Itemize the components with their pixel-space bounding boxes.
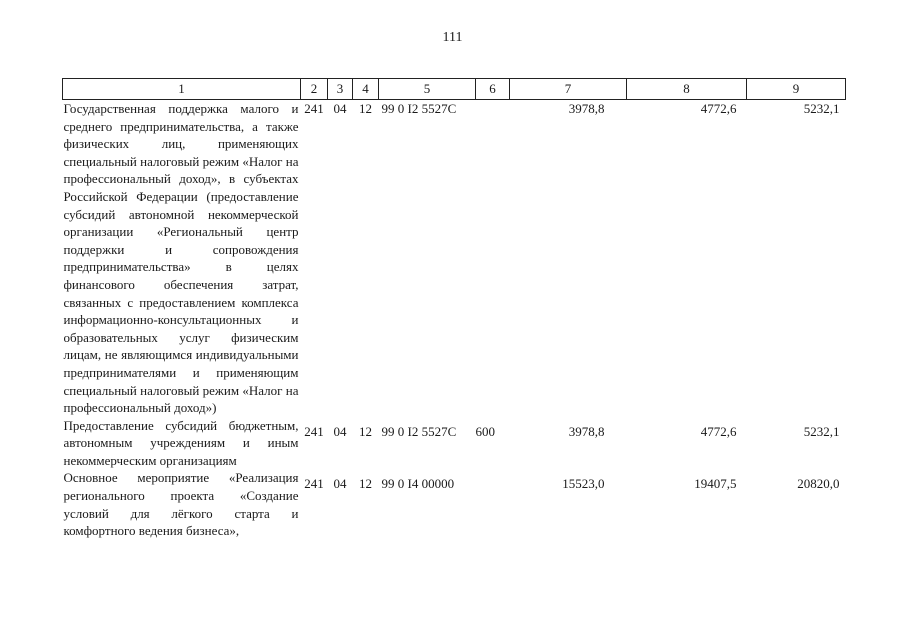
- row-col-5: 99 0 I2 5527C: [381, 423, 457, 439]
- row-col-5: 99 0 I2 5527C: [381, 101, 457, 116]
- header-col-6: 6: [476, 79, 510, 100]
- header-col-2: 2: [301, 79, 328, 100]
- row-name: Государственная поддержка малого и среднего предпринимательства, а также физических лиц, применяющих специальный налоговый режим «Налог на профессиональный доход», в субъектах Российской Федерации (предоставление субсидий автономной некоммерческой организации «Региональный центр поддержки и сопровождения предпринимательства» в целях финансового обеспечения затрат, связанных с предоставлением комплекса информационно-консультационных и образовательных услуг физическим лицам, не являющимся индивидуальными предпринимателями и применяющим специальный налоговый режим «Налог на профессиональный доход»): [63, 101, 299, 416]
- row-col-9: 20820,0: [797, 476, 840, 492]
- row-col-6: [476, 100, 510, 417]
- row-col-2: 241: [304, 101, 324, 116]
- row-col-8: 4772,6: [700, 423, 737, 439]
- row-col-8: 4772,6: [700, 101, 737, 116]
- row-col-2: 241: [304, 476, 324, 492]
- header-col-4: 4: [353, 79, 379, 100]
- table-row: [63, 469, 846, 539]
- row-col-3: 04: [333, 101, 347, 116]
- table-header: [63, 79, 846, 100]
- row-name: Предоставление субсидий бюджетным, автономным учреждениям и иным некоммерческим организациям: [63, 417, 299, 468]
- row-col-8: 19407,5: [694, 476, 737, 492]
- row-col-6: [476, 469, 510, 539]
- row-col-7: 15523,0: [562, 476, 605, 492]
- row-col-4: 12: [359, 101, 372, 116]
- budget-table: [62, 78, 846, 540]
- table-row: [63, 100, 846, 417]
- header-col-3: 3: [328, 79, 353, 100]
- header-col-9: 9: [747, 79, 846, 100]
- header-row: [63, 79, 846, 100]
- row-col-6: 600: [475, 423, 495, 439]
- header-col-1: 1: [63, 79, 301, 100]
- page-number: 111: [442, 30, 463, 45]
- row-col-9: 5232,1: [803, 423, 840, 439]
- row-col-3: 04: [333, 476, 347, 492]
- row-col-9: 5232,1: [803, 101, 840, 116]
- row-col-4: 12: [359, 423, 372, 439]
- row-col-2: 241: [304, 423, 324, 439]
- row-col-3: 04: [333, 423, 347, 439]
- header-col-7: 7: [510, 79, 627, 100]
- header-col-8: 8: [627, 79, 747, 100]
- row-col-7: 3978,8: [568, 101, 605, 116]
- row-col-4: 12: [359, 476, 372, 492]
- header-col-5: 5: [379, 79, 476, 100]
- table-body: [63, 100, 846, 540]
- row-name: Основное мероприятие «Реализация регионального проекта «Создание условий для лёгкого старта и комфортного ведения бизнеса»,: [63, 470, 299, 539]
- table-row: [63, 417, 846, 470]
- row-col-7: 3978,8: [568, 423, 605, 439]
- row-col-5: 99 0 I4 00000: [381, 476, 455, 492]
